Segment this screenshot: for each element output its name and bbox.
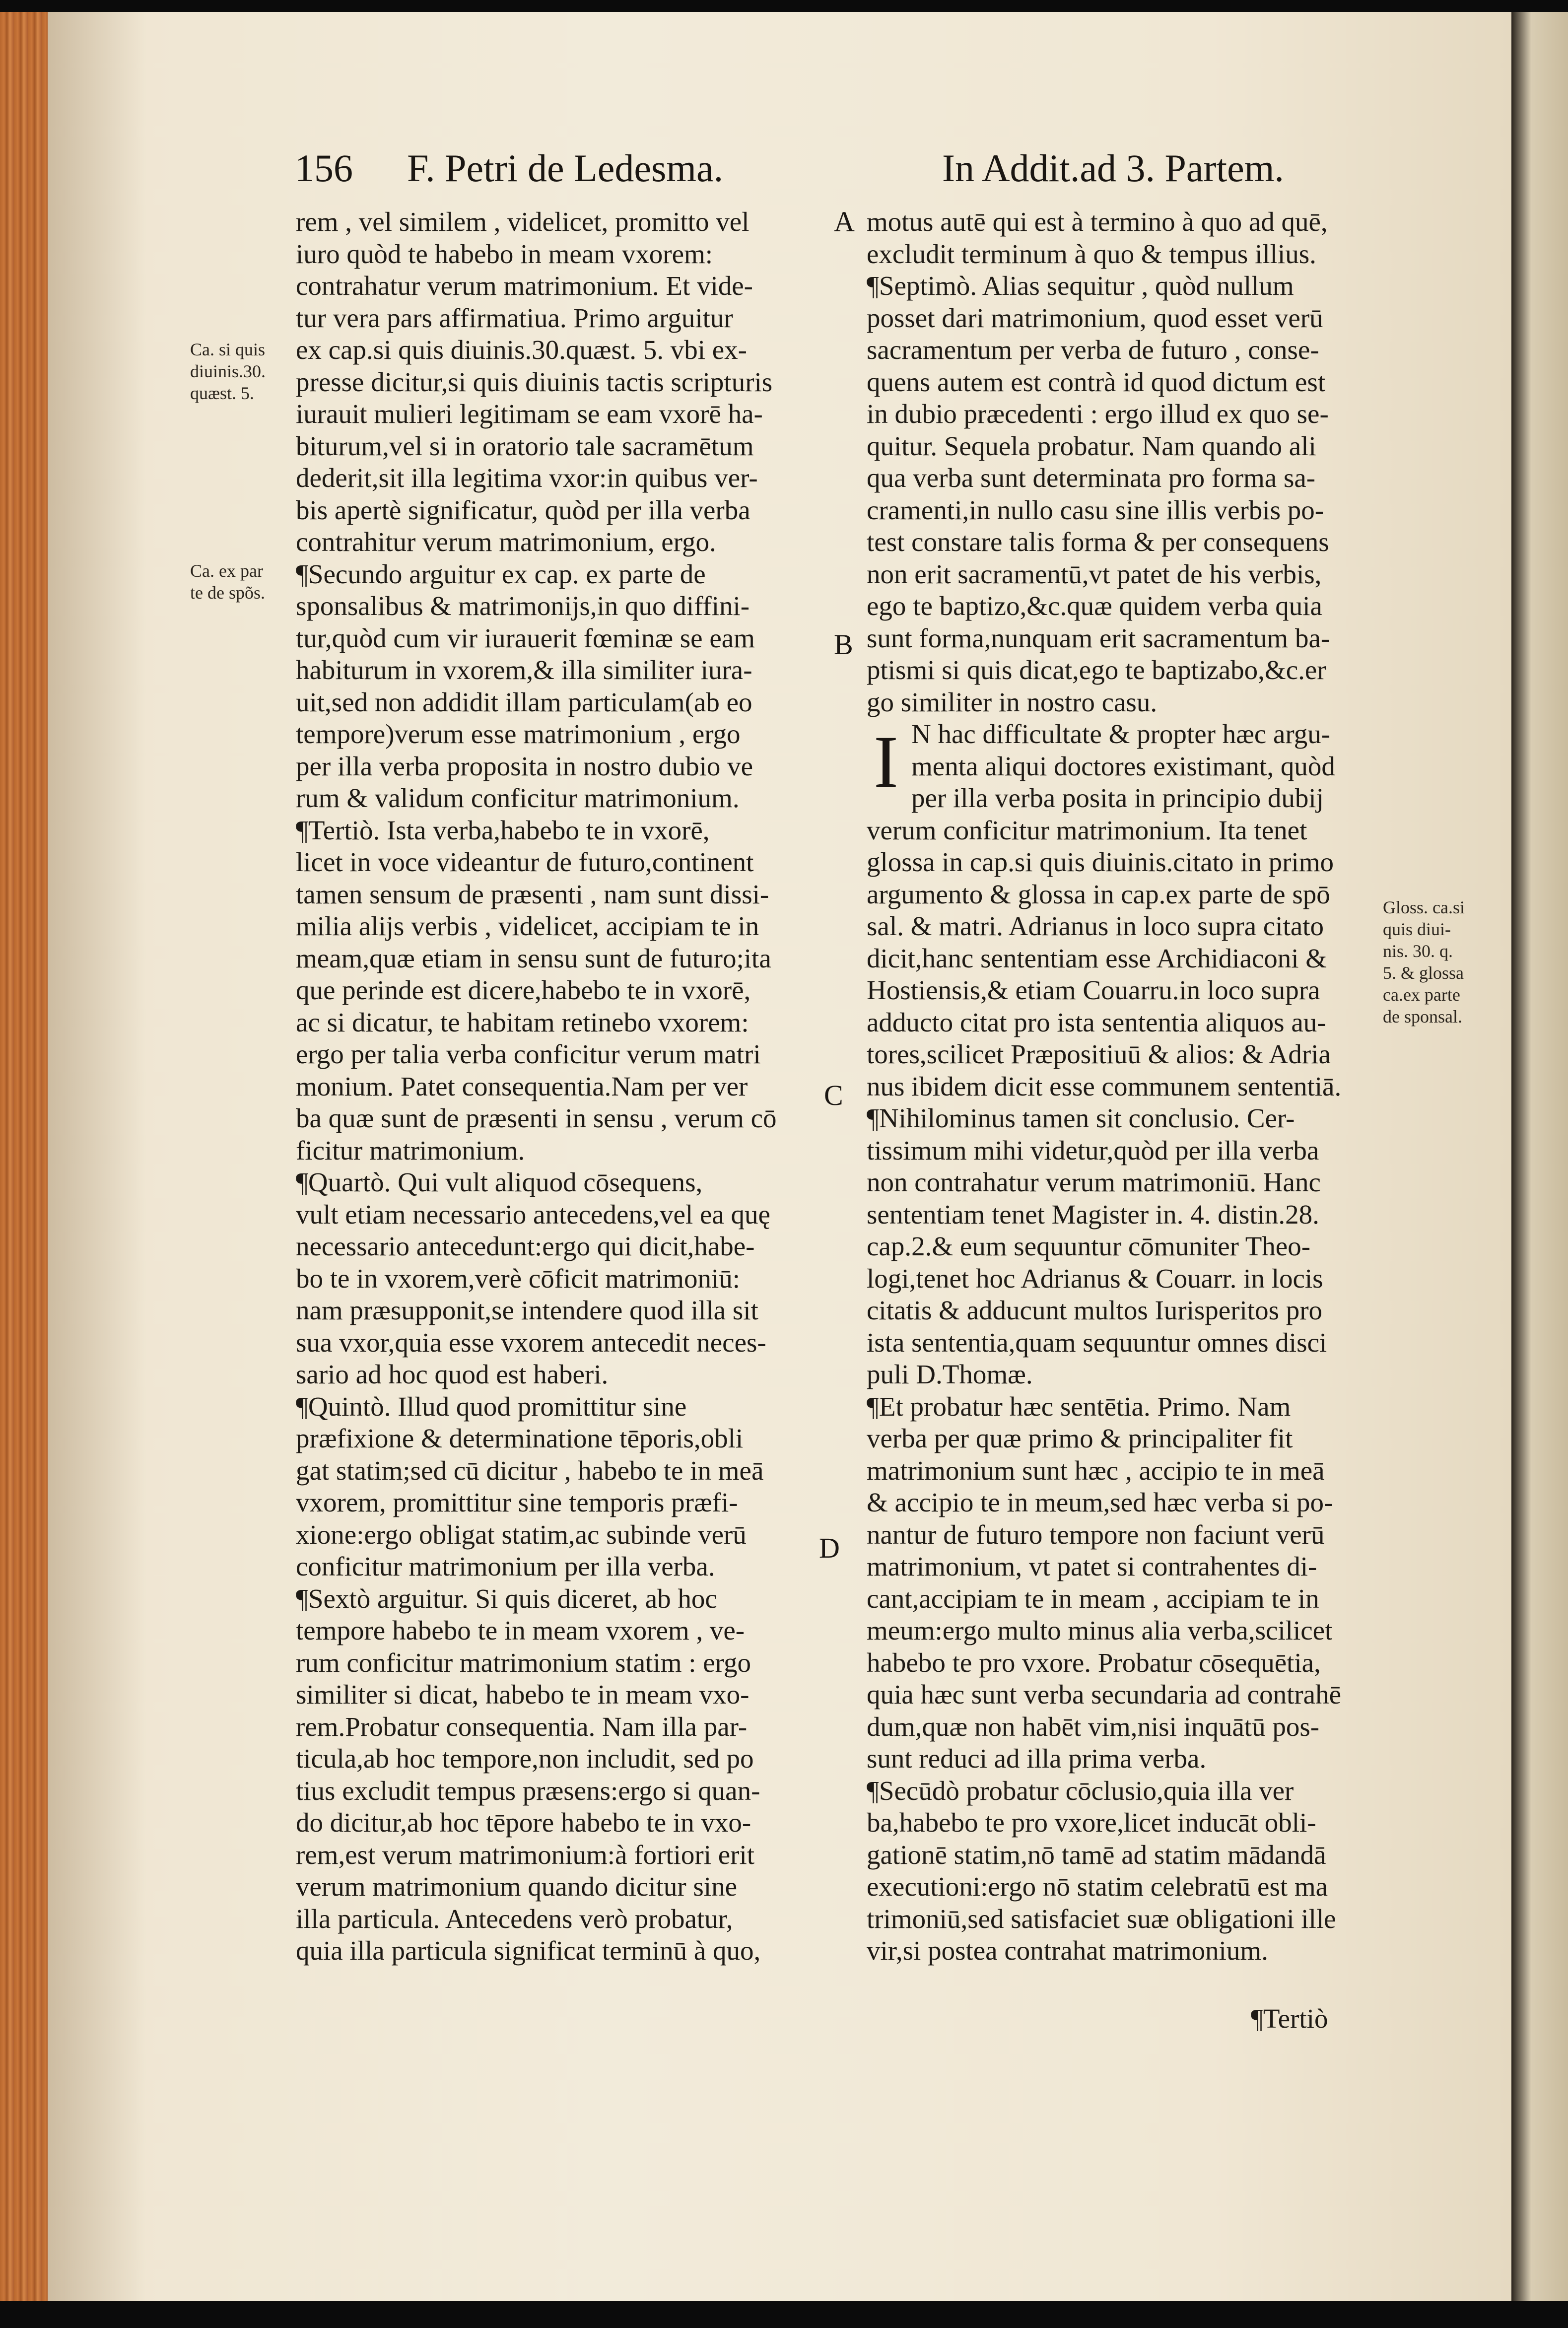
text-line: tamen sensum de præsenti , nam sunt dissi- xyxy=(296,879,769,909)
text-line: rem,est verum matrimonium:à fortiori erit xyxy=(296,1839,755,1870)
text-line: tempore)verum esse matrimonium , ergo xyxy=(296,719,741,749)
text-line: similiter si dicat, habebo te in meam vxo- xyxy=(296,1679,750,1710)
text-line: ego te baptizo,&c.quæ quidem verba quia xyxy=(867,591,1322,621)
text-line: dum,quæ non habēt vim,nisi inquātū pos- xyxy=(867,1711,1320,1742)
text-line: sunt reduci ad illa prima verba. xyxy=(867,1743,1207,1774)
text-line: rem , vel similem , videlicet, promitto vel xyxy=(296,206,750,237)
text-line: verba per quæ primo & principaliter fit xyxy=(867,1423,1293,1453)
text-line: & accipio te in meum,sed hæc verba si po- xyxy=(867,1487,1333,1517)
text-line: argumento & glossa in cap.ex parte de spō xyxy=(867,879,1330,909)
text-line: non erit sacramentū,vt patet de his verbis, xyxy=(867,558,1322,589)
text-line: quens autem est contrà id quod dictum est xyxy=(867,366,1326,397)
text-line: tur vera pars affirmatiua. Primo arguitur xyxy=(296,302,733,333)
right-running-title: In Addit.ad 3. Partem. xyxy=(942,146,1284,190)
margin-note-line: Ca. si quis xyxy=(190,340,266,359)
margin-note-line: quis diui- xyxy=(1383,919,1451,939)
text-line: monium. Patet consequentia.Nam per ver xyxy=(296,1071,748,1101)
margin-note-line: ca.ex parte xyxy=(1383,985,1460,1005)
text-line: posset dari matrimonium, quod esset verū xyxy=(867,302,1323,333)
margin-note-line: 5. & glossa xyxy=(1383,963,1464,983)
text-line: ficitur matrimonium. xyxy=(296,1135,525,1165)
text-line: rem.Probatur consequentia. Nam illa par- xyxy=(296,1711,748,1742)
text-line: rum & validum conficitur matrimonium. xyxy=(296,783,740,813)
text-line: presse dicitur,si quis diuinis tactis scripturis xyxy=(296,366,773,397)
page-edge-gilt xyxy=(0,12,48,2301)
text-line: iuro quòd te habebo in meam vxorem: xyxy=(296,238,713,269)
text-line: matrimonium sunt hæc , accipio te in meā xyxy=(867,1455,1325,1486)
text-line: gationē statim,nō tamē ad statim mādandā xyxy=(867,1839,1326,1870)
margin-note-line: quæst. 5. xyxy=(190,383,255,403)
text-line: matrimonium, vt patet si contrahentes di- xyxy=(867,1551,1317,1581)
text-line: habiturum in vxorem,& illa similiter iura- xyxy=(296,655,752,685)
text-line: glossa in cap.si quis diuinis.citato in primo xyxy=(867,847,1334,877)
text-line: tissimum mihi videtur,quòd per illa verba xyxy=(867,1135,1319,1165)
text-line: ¶Secundo arguitur ex cap. ex parte de xyxy=(296,558,706,589)
text-line: adducto citat pro ista sententia aliquos au- xyxy=(867,1007,1326,1037)
text-line: ticula,ab hoc tempore,non includit, sed po xyxy=(296,1743,754,1774)
text-line: ergo per talia verba conficitur verum matri xyxy=(296,1039,761,1069)
text-line: excludit terminum à quo & tempus illius. xyxy=(867,238,1316,269)
text-line: nantur de futuro tempore non faciunt verū xyxy=(867,1519,1325,1550)
text-line: vir,si postea contrahat matrimonium. xyxy=(867,1935,1268,1966)
text-line: gat statim;sed cū dicitur , habebo te in meā xyxy=(296,1455,764,1486)
text-line: rum conficitur matrimonium statim : ergo xyxy=(296,1647,751,1678)
text-line: ¶Tertiò. Ista verba,habebo te in vxorē, xyxy=(296,815,710,845)
text-line: ¶Quintò. Illud quod promittitur sine xyxy=(296,1391,687,1422)
right-margin-note xyxy=(1383,896,1465,1027)
text-line: tores,scilicet Præpositiuū & alios: & Adria xyxy=(867,1039,1331,1069)
text-line: motus autē qui est à termino à quo ad quē, xyxy=(867,206,1328,237)
text-line: contrahitur verum matrimonium, ergo. xyxy=(296,527,716,557)
text-line: cap.2.& eum sequuntur cōmuniter Theo- xyxy=(867,1231,1311,1261)
section-letter-b: B xyxy=(834,628,853,661)
section-letter-a: A xyxy=(834,205,855,238)
text-line: non contrahatur verum matrimoniū. Hanc xyxy=(867,1167,1321,1197)
text-line: test constare talis forma & per consequens xyxy=(867,527,1329,557)
text-line: bis apertè significatur, quòd per illa verba xyxy=(296,494,750,525)
text-line: citatis & adducunt multos Iurisperitos pro xyxy=(867,1295,1323,1325)
margin-note-line: de sponsal. xyxy=(1383,1007,1462,1027)
margin-note-line: te de spõs. xyxy=(190,583,265,603)
text-line: quia hæc sunt verba secundaria ad contrahē xyxy=(867,1679,1342,1710)
text-line: licet in voce videantur de futuro,continent xyxy=(296,847,754,877)
text-line: quitur. Sequela probatur. Nam quando ali xyxy=(867,430,1316,461)
text-line: sario ad hoc quod est haberi. xyxy=(296,1359,609,1389)
drop-cap: I xyxy=(874,721,898,803)
text-line: Hostiensis,& etiam Couarru.in loco supra xyxy=(867,975,1320,1005)
text-line: qua verba sunt determinata pro forma sa- xyxy=(867,463,1316,493)
text-line: executioni:ergo nō statim celebratū est ma xyxy=(867,1871,1328,1902)
margin-note-line: nis. 30. q. xyxy=(1383,941,1453,961)
text-line: ba quæ sunt de præsenti in sensu , verum cō xyxy=(296,1103,777,1133)
margin-note-line: diuinis.30. xyxy=(190,361,266,381)
text-line: ¶Et probatur hæc sentētia. Primo. Nam xyxy=(867,1391,1291,1422)
margin-note-line: Gloss. ca.si xyxy=(1383,897,1465,917)
page-number: 156 xyxy=(295,146,353,190)
section-letter-d: D xyxy=(819,1532,840,1564)
text-line: verum conficitur matrimonium. Ita tenet xyxy=(867,815,1307,845)
text-line: ¶Quartò. Qui vult aliquod cōsequens, xyxy=(296,1167,703,1197)
text-line: conficitur matrimonium per illa verba. xyxy=(296,1551,715,1581)
text-line: ¶Sextò arguitur. Si quis diceret, ab hoc xyxy=(296,1583,717,1614)
text-line: ptismi si quis dicat,ego te baptizabo,&c.er xyxy=(867,655,1326,685)
text-line: menta aliqui doctores existimant, quòd xyxy=(911,751,1335,781)
text-line: meum:ergo multo minus alia verba,scilicet xyxy=(867,1615,1333,1645)
left-text-column xyxy=(296,206,812,1967)
margin-note-line: Ca. ex par xyxy=(190,561,263,581)
text-line: ac si dicatur, te habitam retinebo vxorem: xyxy=(296,1007,749,1037)
text-line: in dubio præcedenti : ergo illud ex quo se- xyxy=(867,399,1329,429)
right-text-column xyxy=(867,206,1378,1967)
text-line: cant,accipiam te in meam , accipiam te in xyxy=(867,1583,1319,1614)
text-line: tempore habebo te in meam vxorem , ve- xyxy=(296,1615,745,1645)
text-line: sunt forma,nunquam erit sacramentum ba- xyxy=(867,622,1330,653)
text-line: verum matrimonium quando dicitur sine xyxy=(296,1871,737,1902)
text-line: quia illa particula significat terminū à quo, xyxy=(296,1935,761,1966)
text-line: milia alijs verbis , videlicet, accipiam te in xyxy=(296,911,759,941)
text-line: meam,quæ etiam in sensu sunt de futuro;ita xyxy=(296,943,771,973)
text-line: præfixione & determinatione tēporis,obli xyxy=(296,1423,744,1453)
text-line: N hac difficultate & propter hæc argu- xyxy=(911,719,1331,749)
section-letter-c: C xyxy=(824,1079,843,1111)
text-line: habebo te pro vxore. Probatur cōsequētia, xyxy=(867,1647,1321,1678)
text-line: sponsalibus & matrimonijs,in quo diffini- xyxy=(296,591,750,621)
text-line: ¶Septimò. Alias sequitur , quòd nullum xyxy=(867,271,1294,301)
text-line: sal. & matri. Adrianus in loco supra citato xyxy=(867,911,1324,941)
text-line: go similiter in nostro casu. xyxy=(867,686,1158,717)
text-line: puli D.Thomæ. xyxy=(867,1359,1033,1389)
text-line: contrahatur verum matrimonium. Et vide- xyxy=(296,271,753,301)
text-line: nam præsupponit,se intendere quod illa sit xyxy=(296,1295,758,1325)
text-line: tur,quòd cum vir iurauerit fœminæ se eam xyxy=(296,622,755,653)
text-line: sua vxor,quia esse vxorem antecedit neces- xyxy=(296,1327,766,1358)
text-line: iurauit mulieri legitimam se eam vxorē ha- xyxy=(296,399,763,429)
text-line: ¶Nihilominus tamen sit conclusio. Cer- xyxy=(867,1103,1295,1133)
left-margin-note-1 xyxy=(190,339,266,404)
text-line: biturum,vel si in oratorio tale sacramētum xyxy=(296,430,754,461)
text-line: uit,sed non addidit illam particulam(ab eo xyxy=(296,686,752,717)
left-running-title: F. Petri de Ledesma. xyxy=(407,146,724,190)
text-line: ba,habebo te pro vxore,licet inducāt obli- xyxy=(867,1807,1316,1838)
text-line: per illa verba proposita in nostro dubio ve xyxy=(296,751,753,781)
text-line: logi,tenet hoc Adrianus & Couarr. in locis xyxy=(867,1263,1323,1294)
text-line: tius excludit tempus præsens:ergo si quan- xyxy=(296,1775,760,1806)
text-line: cramenti,in nullo casu sine illis verbis po- xyxy=(867,494,1324,525)
left-margin-note-2 xyxy=(190,560,265,604)
text-line: trimoniū,sed satisfaciet suæ obligationi ille xyxy=(867,1903,1336,1934)
text-line: dederit,sit illa legitima vxor:in quibus ver- xyxy=(296,463,758,493)
text-line: do dicitur,ab hoc tēpore habebo te in vxo- xyxy=(296,1807,751,1838)
text-line: sacramentum per verba de futuro , conse- xyxy=(867,335,1319,365)
text-line: dicit,hanc sententiam esse Archidiaconi & xyxy=(867,943,1327,973)
text-line: ista sententia,quam sequuntur omnes disci xyxy=(867,1327,1327,1358)
catchword: ¶Tertiò xyxy=(1251,2003,1328,2034)
text-line: ¶Secūdò probatur cōclusio,quia illa ver xyxy=(867,1775,1294,1806)
text-line: xione:ergo obligat statim,ac subinde verū xyxy=(296,1519,747,1550)
text-line: illa particula. Antecedens verò probatur, xyxy=(296,1903,733,1934)
adjacent-page-edge xyxy=(1511,12,1568,2301)
text-line: que perinde est dicere,habebo te in vxorē, xyxy=(296,975,751,1005)
text-line: bo te in vxorem,verè cōficit matrimoniū: xyxy=(296,1263,741,1294)
text-line: vult etiam necessario antecedens,vel ea quę xyxy=(296,1199,770,1230)
text-line: per illa verba posita in principio dubij xyxy=(911,783,1324,813)
text-line: nus ibidem dicit esse communem sententiā. xyxy=(867,1071,1342,1101)
text-line: ex cap.si quis diuinis.30.quæst. 5. vbi ex- xyxy=(296,335,747,365)
text-line: vxorem, promittitur sine temporis præfi- xyxy=(296,1487,738,1517)
text-line: sententiam tenet Magister in. 4. distin.28. xyxy=(867,1199,1319,1230)
text-line: necessario antecedunt:ergo qui dicit,habe- xyxy=(296,1231,755,1261)
gutter-shadow xyxy=(48,12,147,2301)
